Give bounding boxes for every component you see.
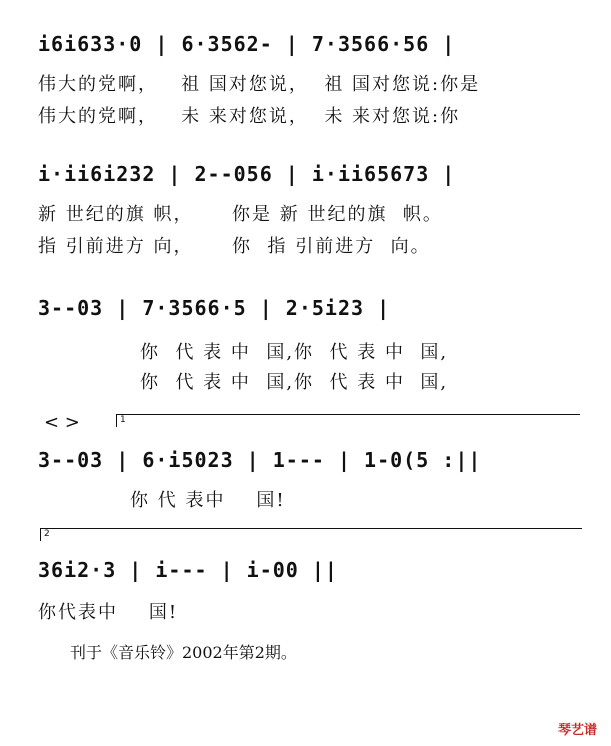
dynamics-marks: < > <box>44 412 80 433</box>
notes-line-5: 36i2·3 | i--- | i-00 || <box>38 558 338 582</box>
lyrics-line-4: 你 代 表中 国! <box>130 490 286 511</box>
lyrics-line-3a: 你 代 表 中 国,你 代 表 中 国, <box>140 342 449 363</box>
lyrics-line-2b: 指 引前进方 向， 你 指 引前进方 向。 <box>38 236 431 257</box>
site-logo: 琴艺谱 <box>557 723 597 738</box>
notes-line-3: 3--03 | 7·3566·5 | 2·5i23 | <box>38 296 391 320</box>
notes-line-1: i6i633·0 | 6·3562- | 7·3566·56 | <box>38 32 456 56</box>
lyrics-line-5: 你代表中 国! <box>38 602 179 623</box>
lyrics-line-3b: 你 代 表 中 国,你 代 表 中 国, <box>140 372 449 393</box>
notes-line-2: i·ii6i232 | 2--056 | i·ii65673 | <box>38 162 456 186</box>
lyrics-line-2a: 新 世纪的旗 帜， 你是 新 世纪的旗 帜。 <box>38 204 443 225</box>
notes-line-4: 3--03 | 6·i5023 | 1--- | 1-0(5 :|| <box>38 448 482 472</box>
volta-1: 1 <box>116 414 580 427</box>
publication-caption: 刊于《音乐铃》2002年第2期。 <box>70 643 297 662</box>
volta-2: 2 <box>40 528 582 541</box>
lyrics-line-1b: 伟大的党啊， 未 来对您说， 未 来对您说:你 <box>38 106 461 127</box>
lyrics-line-1a: 伟大的党啊， 祖 国对您说， 祖 国对您说:你是 <box>38 74 481 95</box>
